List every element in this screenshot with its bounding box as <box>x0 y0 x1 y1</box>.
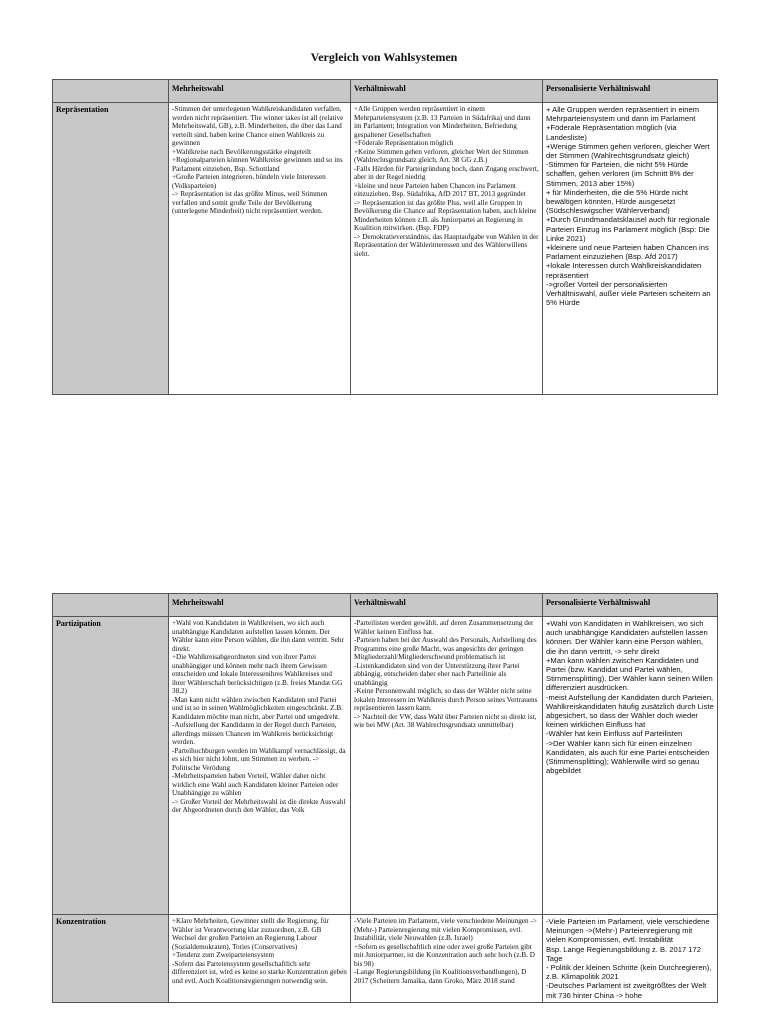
header-personalisiert: Personalisierte Verhältniswahl <box>543 594 718 617</box>
cell-partizipation-personalisiert: +Wahl von Kandidaten in Wahlkreisen, wo sich auch unabhängige Kandidaten aufstellen lassen können. Der Wähler kann eine Person wählen, die ihn dann vertritt, -> sehr direkt +Man kann wählen zwischen Kandidaten und Partei (bzw. Kandidat und Partei wählen, Stimmensplitting). Der Wähler kann seinen Willen differenziert ausdrücken. -meist Aufstellung der Kandidaten durch Parteien, Wahlkreiskandidaten häufig zusätzlich durch Liste abgesichert, so dass der Wähler doch wieder keinen wirklichen Einfluss hat -Wähler hat kein Einfluss auf Parteilisten ->Der Wähler kann sich für einen einzelnen Kandidaten, als auch für eine Partei entscheiden (Stimmensplitting); Wählerwille wird so genau abgebildet <box>543 617 718 915</box>
page-title: Vergleich von Wahlsystemen <box>310 50 458 64</box>
cell-konzentration-personalisiert: -Viele Parteien im Parlament, viele verschiedene Meinungen ->(Mehr-) Parteienregierung mit vielen Kompromissen, evtl. Instabilität Bsp. Lange Regierungsbildung z. B. 2017 172 Tage - Politik der kleinen Schritte (kein Durchregieren), z.B. Klimapolitik 2021 -Deutsches Parlament ist zweitgrößtes der Welt mit 736 hinter China -> hohe <box>543 915 718 1003</box>
comparison-table-representation <box>52 79 718 395</box>
header-verhaeltniswahl: Verhältniswahl <box>351 594 543 617</box>
table-row <box>53 617 718 915</box>
header-mehrheitswahl: Mehrheitswahl <box>169 80 351 103</box>
header-empty <box>53 594 169 617</box>
header-row <box>53 594 718 617</box>
table-row <box>53 103 718 395</box>
cell-repraesentation-mehrheitswahl: -Stimmen der unterlegenen Wahlkreiskandidaten verfallen, werden nicht repräsentiert. The winner takes ist all (relative Mehrheitswahl, GB), z.B. Minderheiten, die über das Land verteilt sind, haben keine Chance einen Wahlkreis zu gewinnen +Wahlkreise nach Bevölkerungsstärke eingeteilt +Regionalparteien können Wahlkreise gewinnen und so ins Parlament einziehen, Bsp. Schottland +Große Parteien integrieren, bündeln viele Interessen (Volksparteien) -> Repräsentation ist das größte Minus, weil Stimmen verfallen und somit große Teile der Bevölkerung (unterlegene Minderheit) nicht repräsentiert werden. <box>169 103 351 395</box>
row-label-partizipation: Partizipation <box>53 617 169 915</box>
cell-repraesentation-personalisiert: + Alle Gruppen werden repräsentiert in einem Mehrparteiensystem und dann im Parlament +Föderale Repräsentation möglich (via Landesliste) +Wenige Stimmen gehen verloren, gleicher Wert der Stimmen (Wahlrechtsgrundsatz gleich) -Stimmen für Parteien, die nicht 5% Hürde schaffen, gehen verloren (im Schnitt 8% der Stimmen, 2013 aber 15%) + für Minderheiten, die die 5% Hürde nicht bewältigen könnten, Hürde ausgesetzt (Südschleswigscher Wählerverband) +Durch Grundmandatsklausel auch für regionale Parteien Einzug ins Parlament möglich (Bsp: Die Linke 2021) +kleinere und neue Parteien haben Chancen ins Parlament einzuziehen (Bsp. Afd 2017) +lokale Interessen durch Wahlkreiskandidaten repräsentiert ->großer Vorteil der personalisierten Verhältniswahl, außer viele Parteien scheitern an 5% Hürde <box>543 103 718 395</box>
cell-partizipation-verhaeltniswahl: -Parteilisten werden gewählt, auf deren Zusammensetzung der Wähler keinen Einfluss hat. -Parteien haben bei der Auswahl des Personals, Aufstellung des Programms eine große Macht, was angesichts der geringen Mitgliederzahl/Mitgliederschwund problematisch ist -Listenkandidaten sind von der Unterstützung ihrer Partei abhängig, entscheiden daher eher nach Parteilinie als unabhängig -Keine Personenwahl möglich, so dass der Wähler nicht seine lokalen Interessen im Wahlkreis durch Person seines Vertrauens repräsentieren lassen kann. -> Nachteil der VW, dass Wahl über Parteien nicht so direkt ist, wie bei MW (Art. 38 Wahlrechtsgrundsatz unmittelbar) <box>351 617 543 915</box>
cell-konzentration-verhaeltniswahl: -Viele Parteien im Parlament, viele verschiedene Meinungen -> (Mehr-) Parteienregierung mit vielen Kompromissen, evtl. Instabilität, viele Neuwahlen (z.B. Israel) +Sofern es gesellschaftlich eine oder zwei große Parteien gibt mit Juniorpartner, ist die Konzentration auch sehr hoch (z.B. D bis 98) -Lange Regierungsbildung (in Koalitionsverhandlungen), D 2017 (Scheitern Jamaika, dann Groko, März 2018 stand <box>351 915 543 1003</box>
row-label-konzentration: Konzentration <box>53 915 169 1003</box>
table-row <box>53 915 718 1003</box>
cell-konzentration-mehrheitswahl: +Klare Mehrheiten, Gewinner stellt die Regierung, für Wähler ist Verantwortung klar zuzuordnen, z.B. GB Wechsel der großen Parteien an Regierung Labour (Sozialdemokraten), Tories (Conservatives) +Tendenz zum Zweiparteiensystem -Sofern das Parteiensystem gesellschaftlich sehr differenziert ist, wird es keine so starke Konzentration geben und evtl. Auch Koalitionsregierungen notwendig sein. <box>169 915 351 1003</box>
comparison-table-participation <box>52 593 718 1003</box>
header-personalisiert: Personalisierte Verhältniswahl <box>543 80 718 103</box>
row-label-repraesentation: Repräsentation <box>53 103 169 395</box>
header-verhaeltniswahl: Verhältniswahl <box>351 80 543 103</box>
cell-partizipation-mehrheitswahl: +Wahl von Kandidaten in Wahlkreisen, wo sich auch unabhängige Kandidaten aufstellen lassen können. Der Wähler kann eine Person wählen, die ihn dann vertritt. Sehr direkt. +Die Wahlkreisabgeordneten sind von ihrer Partei unabhängiger und können mehr nach ihrem Gewissen entscheiden und lokale Interessenihres Wahlkreises und ihrer Wählerschaft berücksichtigen (z.B. freies Mandat GG 38,2) -Man kann nicht wählen zwischen Kandidaten und Partei und ist so in seinen Wahlmöglichkeiten eingeschränkt. Z.B. Kandidaten möchte man nicht, aber Partei und umgedreht. -Aufstellung der Kandidaten in der Regel durch Parteien, allerdings müssen Chancen im Wahlkreis berücksichtigt werden. -Parteihochburgen werden im Wahlkampf vernachlässigt, da es sich hier nicht lohnt, um Stimmen zu werben. -> Politische Verödung -Mehrheitsparteien haben Vorteil, Wähler daher nicht wirklich eine Wahl auch Kandidaten kleiner Parteien oder Unabhängige zu wählen -> Großer Vorteil der Mehrheitswahl ist die direkte Auswahl der Abgeordneten durch den Wähler, das Volk <box>169 617 351 915</box>
header-mehrheitswahl: Mehrheitswahl <box>169 594 351 617</box>
header-empty <box>53 80 169 103</box>
header-row <box>53 80 718 103</box>
cell-repraesentation-verhaeltniswahl: +Alle Gruppen werden repräsentiert in einem Mehrparteiensystem (z.B. 13 Parteien in Südafrika) und dann im Parlament; Integration von Minderheiten, Befriedung gespaltener Gesellschaften +Föderale Repräsentation möglich +Keine Stimmen gehen verloren, gleicher Wert der Stimmen (Wahlrechtsgrundsatz gleich, Art. 38 GG z.B.) -Falls Hürden für Parteigründung hoch, dann Zugang erschwert, aber in der Regel niedrig +kleine und neue Parteien haben Chancen ins Parlament einzuziehen, Bsp. Südafrika, AfD 2017 BT, 2013 gegründet -> Repräsentation ist das größte Plus, weil alle Gruppen in Bevölkerung die Chance auf Repräsentation haben, auch kleine Minderheiten können z.B. als Juniorpartei an Regierung in Koalition mitwirken. (Bsp. FDP) -> Demokratieverständnis, das Hauptaufgabe von Wahlen in der Repräsentation der Wählerinteressen und des Wählerwillens sieht. <box>351 103 543 395</box>
